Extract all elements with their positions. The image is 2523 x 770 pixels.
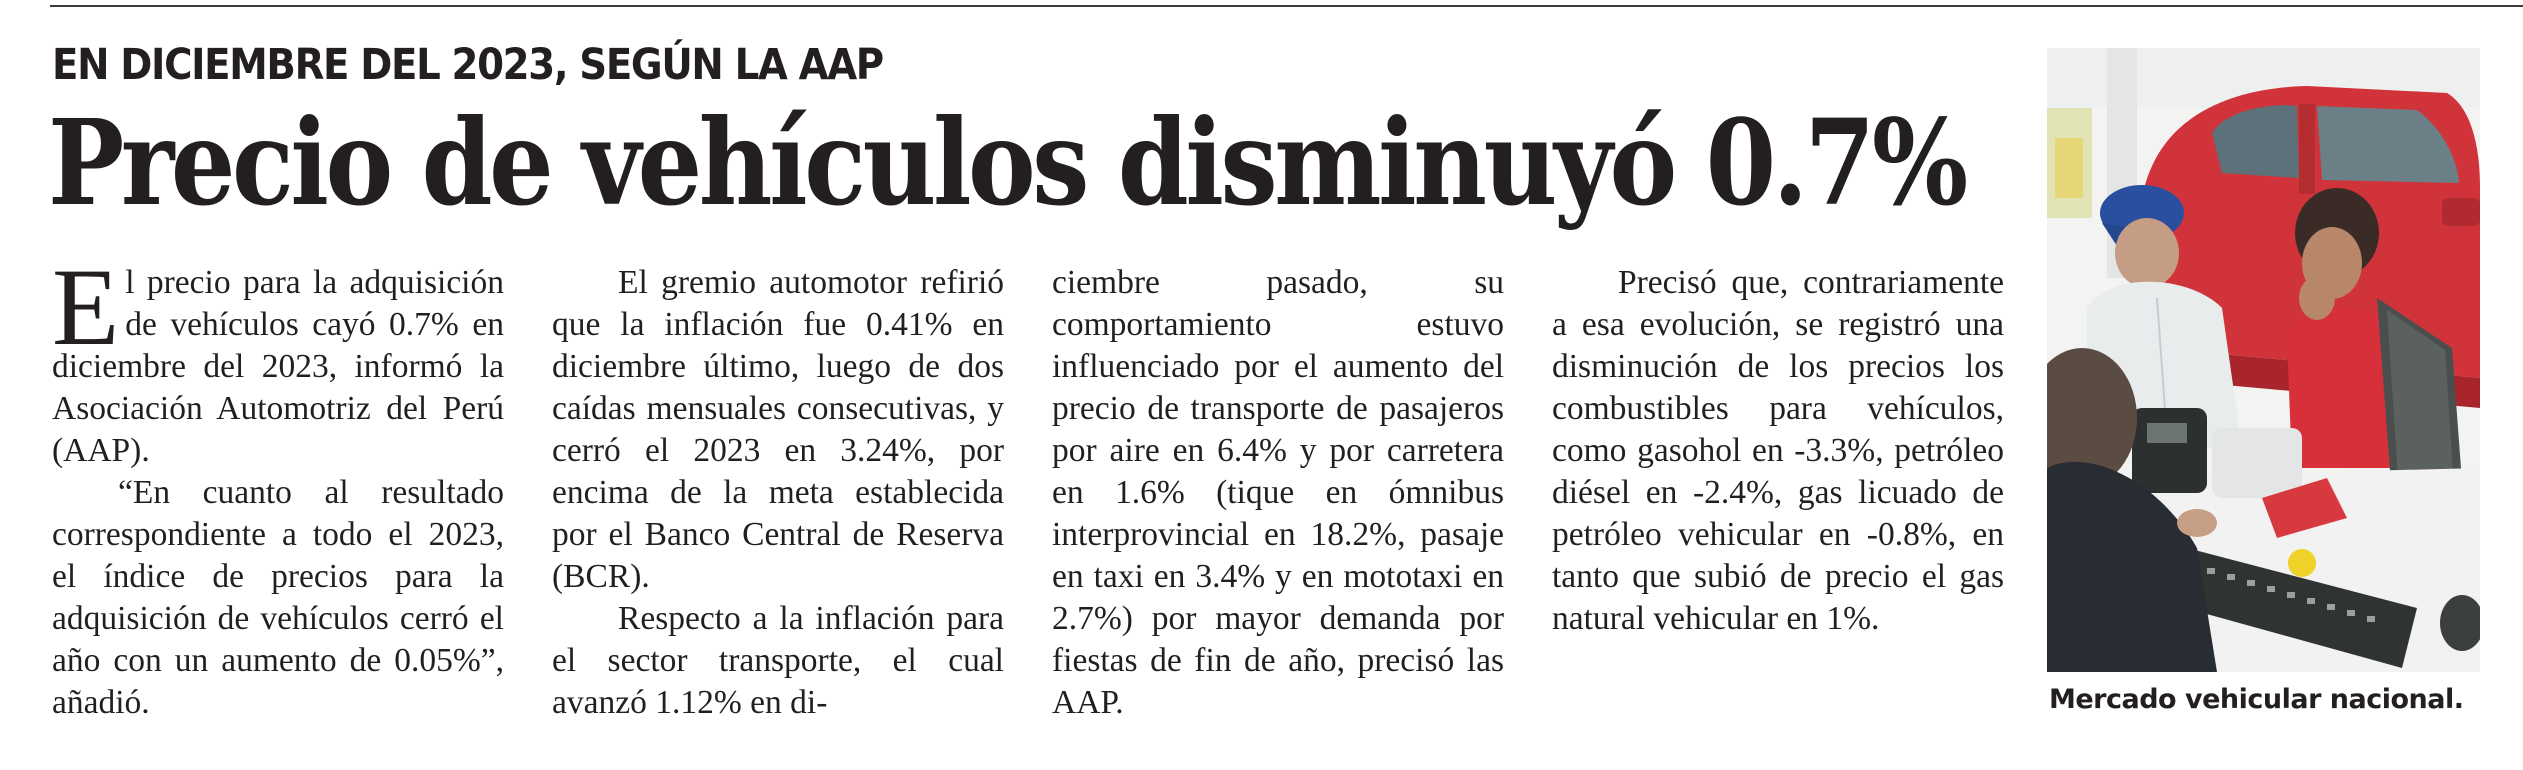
paragraph: El gremio automotor refirió que la inflación fue 0.41% en diciembre último, luego de dos caídas mensuales consecutivas, y cerró el 2023 en 3.24%, por encima de la meta establecida por el Banco Central de Reserva (BCR). [552, 264, 1004, 595]
paragraph: ciembre pasado, su comportamiento estuvo influenciado por el aumento del precio de transporte de pasajeros por aire en 6.4% y por carretera en 1.6% (tique en ómnibus interprovincial en 18.2%, pasaje en taxi en 3.4% y en mototaxi en 2.7%) por mayor demanda por fiestas de fin de año, precisó las AAP. [1052, 264, 1504, 721]
article-column-1 [52, 246, 504, 724]
article-photo [2047, 48, 2480, 672]
paragraph: “En cuanto al resultado correspondiente a todo el 2023, el índice de precios para la adquisición de vehículos cerró el año con un aumento de 0.05%”, añadió. [52, 474, 504, 721]
article-column-2 [552, 262, 1004, 724]
photo-caption: Mercado vehicular nacional. [2049, 684, 2464, 715]
dealership-photo-illustration [2047, 48, 2480, 672]
paragraph [52, 246, 504, 472]
drop-cap: E [52, 246, 120, 368]
article-column-4 [1552, 262, 2004, 640]
paragraph: Respecto a la inflación para el sector transporte, el cual avanzó 1.12% en di- [552, 600, 1004, 721]
paragraph: Precisó que, contrariamente a esa evolución, se registró una disminución de los precios los combustibles para vehículos, como gasohol en -3.3%, petróleo diésel en -2.4%, gas licuado de petróleo vehicular en -0.8%, en tanto que subió de precio el gas natural vehicular en 1%. [1552, 264, 2004, 637]
article-headline: Precio de vehículos disminuyó 0.7% [48, 93, 1965, 232]
article-kicker: EN DICIEMBRE DEL 2023, SEGÚN LA AAP [52, 40, 883, 90]
article-column-3 [1052, 262, 1504, 724]
paragraph-text: l precio para la adquisición de vehículos cayó 0.7% en diciembre del 2023, informó la Asociación Automotriz del Perú (AAP). [52, 264, 504, 469]
top-rule [50, 5, 2523, 7]
